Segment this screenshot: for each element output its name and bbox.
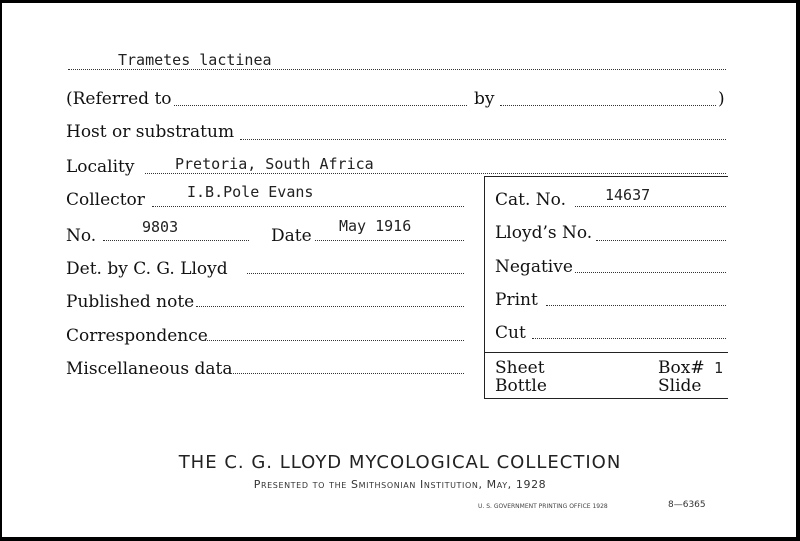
date-line [315,240,464,241]
right-box-left-border [484,176,485,398]
published-note-line [196,306,464,307]
referred-to-label: (Referred to [66,89,172,109]
date-value: May 1916 [339,217,412,235]
det-by-line [247,273,464,274]
negative-label: Negative [495,257,573,277]
correspondence-label: Correspondence [66,326,208,346]
lloyds-no-line [596,240,726,241]
det-by-label: Det. by C. G. Lloyd [66,259,228,279]
right-box-bottom-border [484,398,728,399]
print-label: Print [495,290,538,310]
species-line [68,69,726,70]
misc-data-label: Miscellaneous data [66,359,233,379]
collector-value: I.B.Pole Evans [187,183,314,201]
host-label: Host or substratum [66,122,235,142]
negative-line [575,272,726,273]
no-label: No. [66,226,97,246]
no-value: 9803 [142,218,179,236]
collection-title: THE C. G. LLOYD MYCOLOGICAL COLLECTION [178,452,622,473]
bottle-label: Bottle [495,376,547,396]
printer-imprint: U. S. GOVERNMENT PRINTING OFFICE 1928 [478,503,608,510]
referred-to-line [174,105,467,106]
cat-no-value: 14637 [605,186,651,204]
date-label: Date [271,226,312,246]
scan-edge-bottom [0,537,800,541]
scan-edge-top [0,0,800,3]
right-box-top-border [484,176,728,177]
published-note-label: Published note [66,292,195,312]
by-label: by [474,89,495,109]
host-line [240,139,726,140]
no-line [103,240,249,241]
slide-label: Slide [658,376,702,396]
cat-no-label: Cat. No. [495,190,566,210]
correspondence-line [203,340,464,341]
sheet-label: Sheet [495,358,545,378]
right-box-divider [484,352,728,353]
cut-label: Cut [495,323,526,343]
close-paren: ) [718,89,725,109]
lloyds-no-label: Lloyd’s No. [495,223,593,243]
print-line [546,305,726,306]
species-name: Trametes lactinea [118,51,272,69]
locality-label: Locality [66,157,135,177]
cut-line [532,338,726,339]
by-line [500,105,716,106]
box-value: 1 [714,359,724,377]
form-number: 8—6365 [668,500,706,510]
cat-no-line [575,206,726,207]
collector-line [152,206,464,207]
box-label: Box# [658,358,705,378]
locality-line [145,173,726,174]
misc-data-line [231,373,464,374]
collection-subtitle: Presented to the Smithsonian Institution, May, 1928 [253,478,547,491]
collector-label: Collector [66,190,145,210]
locality-value: Pretoria, South Africa [175,155,374,173]
